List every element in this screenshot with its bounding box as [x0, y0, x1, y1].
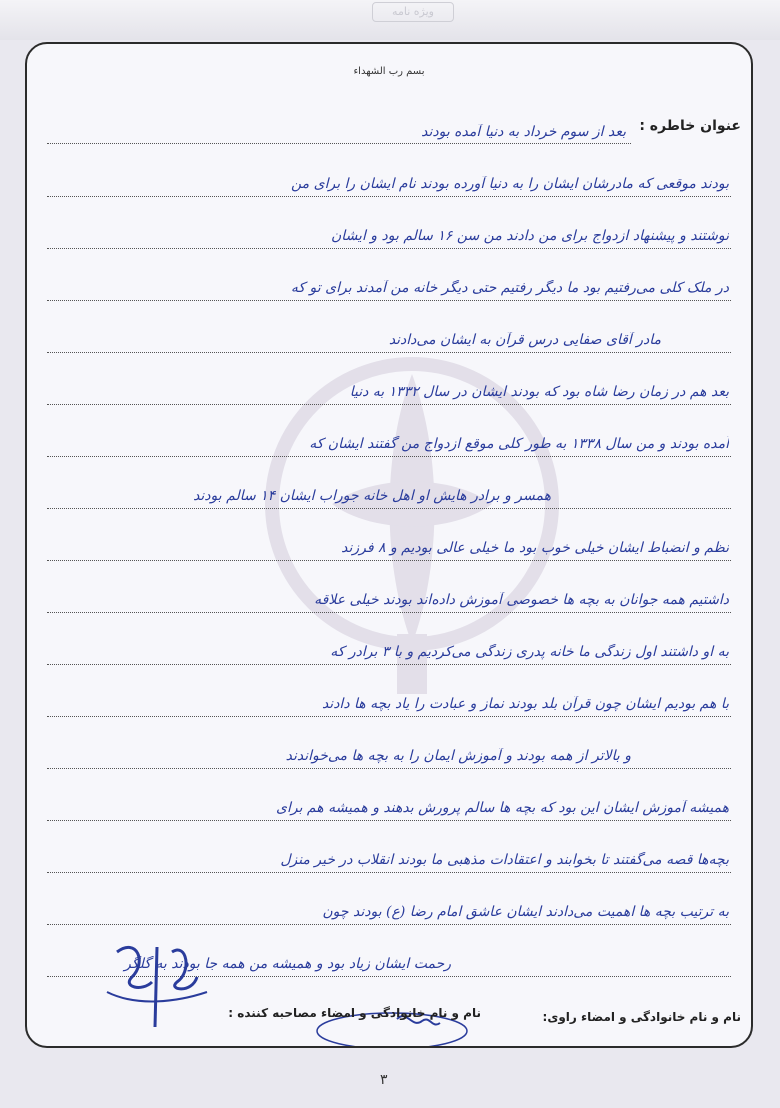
handwriting-line-6: بعد هم در زمان رضا شاه بود که بودند ایشان در سال ۱۳۳۲ به دنیا — [349, 384, 729, 400]
writing-line — [47, 872, 731, 873]
handwriting-line-2: بودند موقعی که مادرشان ایشان را به دنیا آورده بودند نام ایشان را برای من — [291, 176, 729, 192]
writing-line — [47, 716, 731, 717]
writing-line — [47, 456, 731, 457]
handwriting-line-16: به ترتیب بچه ها اهمیت می‌دادند ایشان عاشق امام رضا (ع) بودند چون — [322, 904, 729, 920]
writing-line — [47, 820, 731, 821]
memoir-form — [25, 42, 753, 1048]
writing-line — [47, 768, 731, 769]
interviewee-label: نام و نام خانوادگی و امضاء راوی: — [542, 1010, 741, 1024]
handwriting-line-11: به او داشتند اول زندگی ما خانه پدری زندگی می‌کردیم و با ۳ برادر که — [330, 644, 729, 660]
writing-line — [47, 143, 631, 144]
writing-line — [47, 196, 731, 197]
writing-line — [47, 664, 731, 665]
bismillah-heading: بسم رب الشهداء — [353, 66, 425, 77]
handwriting-line-12: با هم بودیم ایشان چون قرآن بلد بودند نماز و عبادت را یاد بچه ها دادند — [321, 696, 729, 712]
handwriting-line-15: بچه‌ها قصه می‌گفتند تا بخوابند و اعتقادات مذهبی ما بودند انقلاب در خیر منزل — [280, 852, 729, 868]
handwriting-line-10: داشتیم همه جوانان به بچه ها خصوصی آموزش داده‌اند بودند خیلی علاقه — [314, 592, 729, 608]
top-header-label: ویژه نامه — [372, 2, 454, 22]
page-number: ٣ — [380, 1072, 388, 1088]
scan-top-strip — [0, 0, 780, 40]
writing-line — [47, 404, 731, 405]
writing-line — [47, 924, 731, 925]
handwriting-line-1: بعد از سوم خرداد به دنیا آمده بودند — [421, 124, 626, 140]
handwriting-line-5: مادر آقای صفایی درس قرآن به ایشان می‌دادند — [388, 332, 661, 348]
handwriting-line-7: آمده بودند و من سال ۱۳۳۸ به طور کلی موقع ازدواج من گفتند ایشان که — [309, 436, 729, 452]
handwriting-line-14: همیشه آموزش ایشان این بود که بچه ها سالم پرورش بدهند و همیشه هم برای — [276, 800, 729, 816]
handwriting-line-4: در ملک کلی می‌رفتیم بود ما دیگر رفتیم حتی دیگر خانه من آمدند برای تو که — [290, 280, 729, 296]
handwriting-line-8: همسر و برادر هایش او اهل خانه جوراب ایشان ۱۴ سالم بودند — [193, 488, 551, 504]
writing-line — [47, 300, 731, 301]
writing-line — [47, 352, 731, 353]
writing-line — [47, 560, 731, 561]
memoir-title-label: عنوان خاطره : — [639, 118, 741, 134]
handwriting-line-17: رحمت ایشان زیاد بود و همیشه من همه جا بودند به گلگر — [124, 956, 451, 972]
watermark-emblem — [262, 304, 562, 724]
handwriting-line-3: نوشتند و پیشنهاد ازدواج برای من دادند من سن ۱۶ سالم بود و ایشان — [331, 228, 729, 244]
writing-line — [47, 248, 731, 249]
interviewee-signature — [97, 932, 217, 1042]
writing-line — [47, 508, 731, 509]
handwriting-line-13: و بالاتر از همه بودند و آموزش ایمان را به بچه ها می‌خواندند — [285, 748, 631, 764]
interviewer-label: نام و نام خانوادگی و امضاء مصاحبه کننده : — [228, 1006, 481, 1020]
handwriting-line-9: نظم و انضباط ایشان خیلی خوب بود ما خیلی عالی بودیم و ۸ فرزند — [341, 540, 729, 556]
writing-line — [47, 612, 731, 613]
